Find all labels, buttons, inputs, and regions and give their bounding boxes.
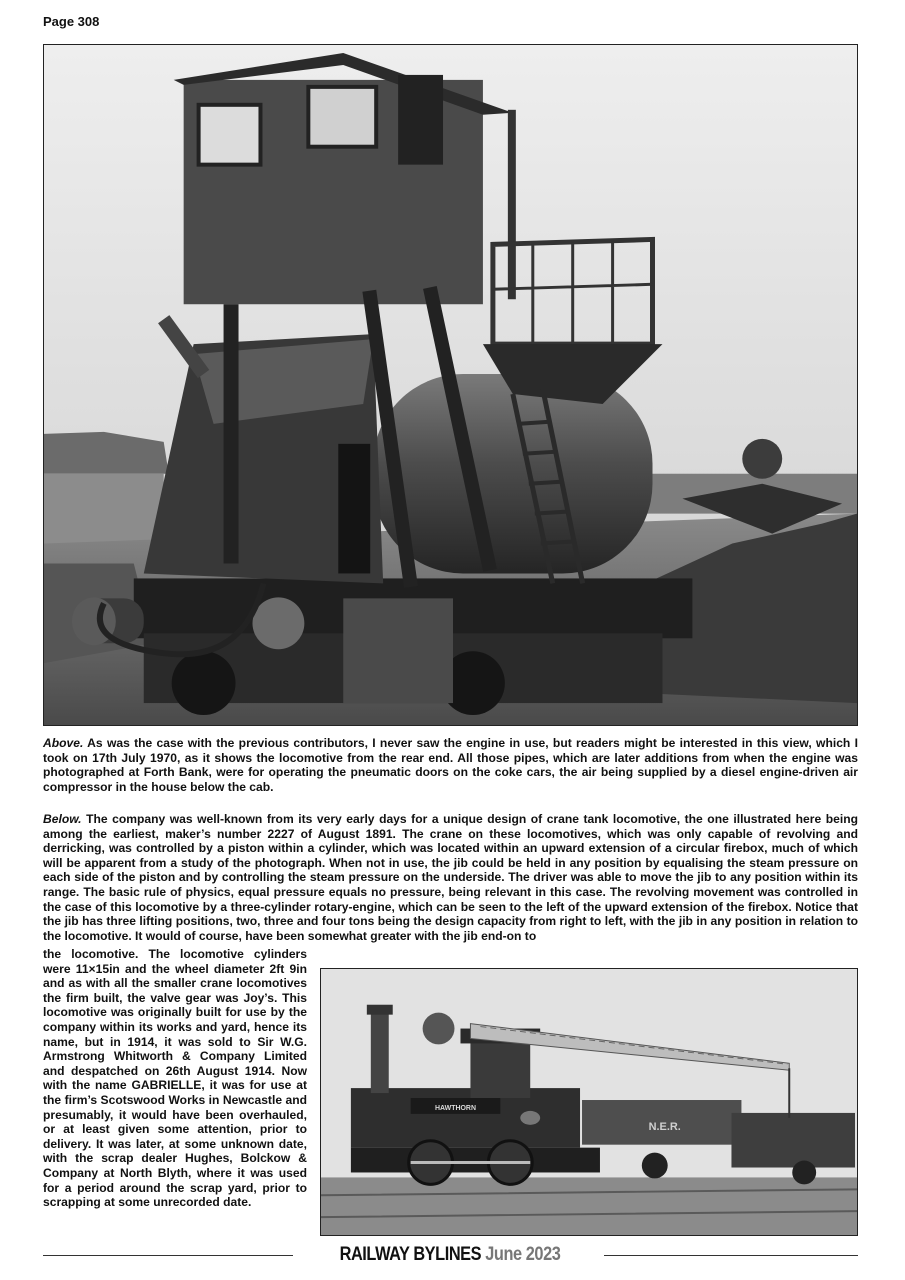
footer-magazine-title: RAILWAY BYLINES <box>339 1244 482 1265</box>
caption-below-text: The company was well-known from its very early days for a unique design of crane tank locomotive, the one illustrated here being among the earliest, maker’s number 2227 of August 1891. The crane on these locomotives, which was only capable of revolving and derricking, was controlled by a piston within a cylinder, which was located within an upward extension of a circular firebox, much of which will be apparent from a study of the photograph. When not in use, the jib could be held in any position by equalising the steam pressure on each side of the piston and by controlling the steam pressure on the underside. The driver was able to move the jib to any position within its range. The basic rule of physics, equal pressure equals no pressure, being relevant in this case. The revolving movement was controlled in the case of this locomotive by a three-cylinder rotary-engine, which can be seen to the left of the upward extension of the firebox. Notice that the jib has three lifting positions, two, three and four tons being the design capacity from right to left, with the jib in any position in relation to the locomotive. It would of course, have been somewhat greater with the jib end-on to <box>43 812 858 943</box>
caption-below <box>43 812 858 943</box>
footer-issue-date: June 2023 <box>485 1244 561 1265</box>
caption-below-label: Below. <box>43 812 82 826</box>
footer-rule-left <box>43 1255 293 1256</box>
photo-crane-tank-locomotive <box>320 968 858 1236</box>
page-number: Page 308 <box>43 14 100 29</box>
caption-above-label: Above. <box>43 736 84 750</box>
photo-rear-view-illustration <box>44 45 857 725</box>
photo-side-view-illustration <box>321 969 857 1235</box>
photo-crane-locomotive-rear <box>43 44 858 726</box>
wagon-lettering-text: N.E.R. <box>648 1120 681 1133</box>
caption-below-continued: the locomotive. The locomotive cylinders were 11×15in and the wheel diameter 2ft 9in and as with all the smaller crane locomotives the firm built, the valve gear was Joy’s. This locomotive was originally built for use by the company within its works and yard, hence its name, but in 1914, it was sold to Sir W.G. Armstrong Whitworth & Company Limited and despatched on 26th August 1914. Now with the name GABRIELLE, it was for use at the firm’s Scotswood Works in Newcastle and presumably, it would have been overhauled, or at least given some attention, prior to delivery. It was later, at some unknown date, with the scrap dealer Hughes, Bolckow & Company at North Blyth, where it was used for a period around the scrap yard, prior to scrapping at some unrecorded date. <box>43 947 307 1210</box>
footer <box>321 1244 579 1266</box>
caption-above-text: As was the case with the previous contributors, I never saw the engine in use, but readers might be interested in this view, which I took on 17th July 1970, as it shows the locomotive from the rear end. All those pipes, which are later additions from when the engine was photographed at Forth Bank, were for operating the pneumatic doors on the coke cars, the air being supplied by a diesel engine-driven air compressor in the house below the cab. <box>43 736 858 794</box>
caption-above <box>43 736 858 794</box>
footer-rule-right <box>604 1255 858 1256</box>
loco-nameplate-text: HAWTHORN <box>434 1104 477 1112</box>
